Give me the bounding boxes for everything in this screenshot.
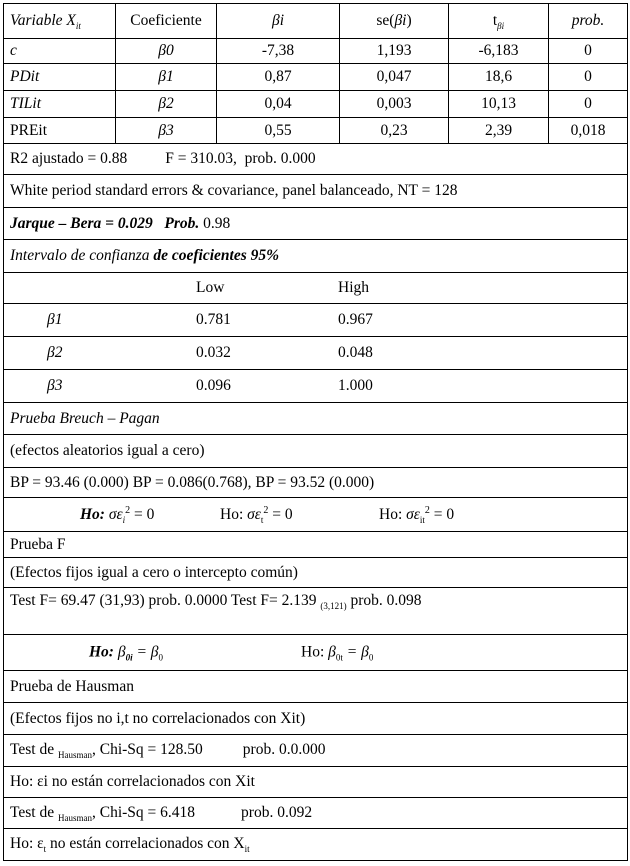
cell-coef: β3 — [116, 118, 217, 144]
pruebaf-hypothesis-row — [4, 635, 628, 671]
cell-se: 0,003 — [340, 91, 449, 118]
pruebaf-desc: (Efectos fijos igual a cero o intercepto común) — [4, 558, 628, 588]
cell-t: -6,183 — [449, 39, 549, 64]
table-row — [4, 64, 628, 91]
header-prob: prob. — [549, 4, 628, 39]
interval-row — [4, 370, 628, 403]
f-value: F = 310.03, — [165, 150, 237, 167]
cell-se: 0,047 — [340, 64, 449, 91]
interval-beta: β1 — [47, 311, 63, 328]
pruebaf-h1: Ho: $\beta_{0i} = \beta_0$ — [89, 643, 164, 662]
interval-row — [4, 304, 628, 337]
interval-high: 1.000 — [338, 377, 373, 394]
hausman-title: Prueba de Hausman — [4, 671, 628, 703]
cell-coef: β1 — [116, 64, 217, 91]
interval-low: 0.096 — [196, 377, 231, 394]
hausman-h1-row — [4, 767, 628, 798]
jarque-label: Jarque – Bera = 0.029 — [10, 214, 153, 232]
interval-high-header: High — [338, 279, 369, 296]
interval-high: 0.048 — [338, 344, 373, 361]
cell-beta: 0,87 — [217, 64, 340, 91]
jarque-prob-value: 0.98 — [203, 214, 231, 232]
interval-title: Intervalo de confianza de coeficientes 95% — [4, 240, 628, 273]
breuch-desc: (efectos aleatorios igual a cero) — [4, 435, 628, 468]
table-row — [4, 118, 628, 144]
breuch-bp-row — [4, 468, 628, 498]
pruebaf-test: Test F= 69.47 (31,93) prob. 0.0000 Test F= 2.139 $_{(3,121)}$ prob. 0.098 — [4, 588, 628, 635]
interval-beta: β3 — [47, 377, 63, 394]
breuch-h1: Ho: $\sigma\varepsilon_i^2 = 0$ — [80, 504, 155, 525]
table-header-row — [4, 4, 628, 39]
cell-t: 2,39 — [449, 118, 549, 144]
header-beta: βi — [217, 4, 340, 39]
breuch-hypothesis-row — [4, 498, 628, 532]
cell-beta: 0,55 — [217, 118, 340, 144]
pruebaf-desc-row — [4, 558, 628, 588]
cell-prob: 0 — [549, 64, 628, 91]
jarque-row — [4, 208, 628, 240]
hausman-title-row — [4, 671, 628, 703]
cell-t: 18,6 — [449, 64, 549, 91]
header-t: $t_{\beta i}$ — [449, 4, 549, 39]
header-se: se(βi) — [340, 4, 449, 39]
hausman-test2-prob: prob. 0.092 — [241, 803, 313, 821]
hausman-test2-row — [4, 798, 628, 829]
hausman-h2: Ho: $\varepsilon_t$ no están correlacionados con $X_{it}$ — [4, 829, 628, 861]
f-prob: prob. 0.000 — [244, 150, 316, 167]
cell-var: c — [4, 39, 116, 64]
interval-low-header: Low — [196, 279, 225, 296]
interval-row — [4, 337, 628, 370]
hausman-h2-row — [4, 829, 628, 861]
pruebaf-h2: Ho: $\beta_{0t} = \beta_0$ — [301, 643, 374, 662]
r2-value: R2 ajustado = 0.88 — [10, 150, 128, 167]
interval-high: 0.967 — [338, 311, 373, 328]
pruebaf-test-row — [4, 588, 628, 635]
header-variable: Variable $X_{it}$ — [4, 4, 116, 39]
breuch-desc-row — [4, 435, 628, 468]
hausman-desc: (Efectos fijos no i,t no correlacionados con Xit) — [4, 703, 628, 735]
white-row — [4, 175, 628, 208]
breuch-title-row — [4, 403, 628, 435]
hausman-test1: Test de $_{Hausman}$, Chi-Sq = 128.50 — [10, 741, 203, 760]
cell-coef: β0 — [116, 39, 217, 64]
cell-var: PREit — [4, 118, 116, 144]
interval-beta: β2 — [47, 344, 63, 361]
hausman-desc-row — [4, 703, 628, 735]
r2-row — [4, 144, 628, 175]
cell-prob: 0,018 — [549, 118, 628, 144]
cell-prob: 0 — [549, 39, 628, 64]
hausman-test1-row — [4, 735, 628, 767]
hausman-h1: Ho: εi no están correlacionados con Xit — [4, 767, 628, 798]
cell-prob: 0 — [549, 91, 628, 118]
table-row — [4, 91, 628, 118]
breuch-h2: Ho: $\sigma\varepsilon_t^2 = 0$ — [220, 504, 293, 525]
breuch-title: Prueba Breuch – Pagan — [4, 403, 628, 435]
cell-se: 0,23 — [340, 118, 449, 144]
interval-low: 0.032 — [196, 344, 231, 361]
breuch-h3: Ho: $\sigma\varepsilon_{it}^2 = 0$ — [379, 504, 455, 525]
cell-var: TILit — [4, 91, 116, 118]
breuch-bp: BP = 93.46 (0.000) BP = 0.086(0.768), BP = 93.52 (0.000) — [4, 468, 628, 498]
interval-title-row — [4, 240, 628, 273]
cell-se: 1,193 — [340, 39, 449, 64]
pruebaf-title: Prueba F — [4, 532, 628, 558]
jarque-prob-label: Prob. — [164, 214, 200, 232]
cell-coef: β2 — [116, 91, 217, 118]
hausman-test1-prob: prob. 0.0.000 — [242, 741, 326, 758]
white-text: White period standard errors & covariance, panel balanceado, NT = 128 — [4, 175, 628, 208]
interval-header-row — [4, 273, 628, 304]
interval-low: 0.781 — [196, 311, 231, 328]
cell-beta: 0,04 — [217, 91, 340, 118]
regression-table — [3, 3, 628, 861]
cell-var: PDit — [4, 64, 116, 91]
pruebaf-title-row — [4, 532, 628, 558]
header-coeficiente: Coeficiente — [116, 4, 217, 39]
cell-t: 10,13 — [449, 91, 549, 118]
table-row — [4, 39, 628, 64]
hausman-test2: Test de $_{Hausman}$, Chi-Sq = 6.418 — [10, 803, 196, 823]
cell-beta: -7,38 — [217, 39, 340, 64]
